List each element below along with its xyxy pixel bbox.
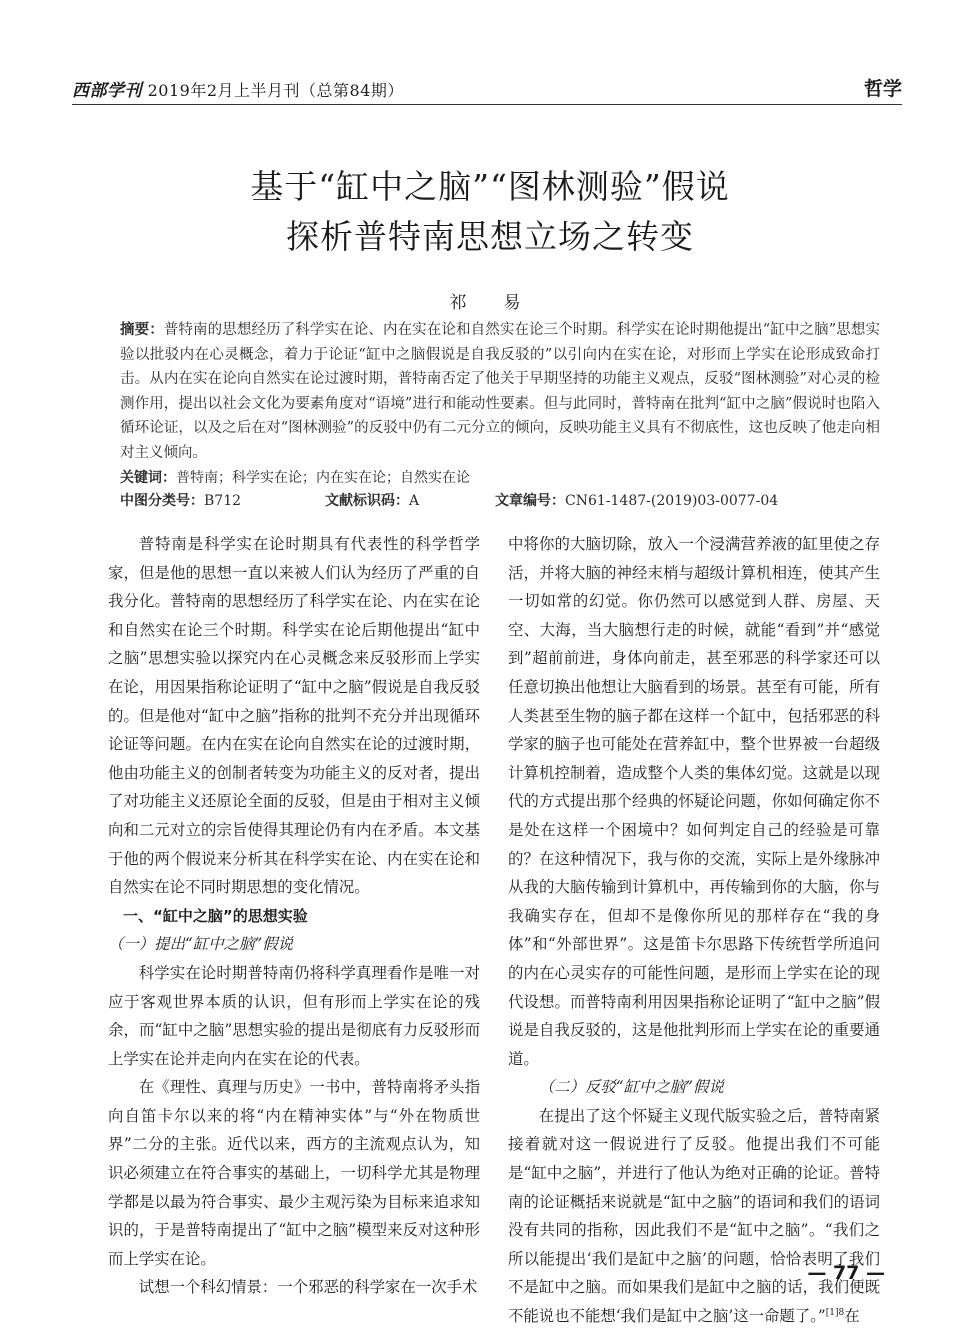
keywords-label: 关键词： bbox=[120, 470, 176, 486]
article-number-value: CN61-1487-(2019)03-0077-04 bbox=[565, 493, 779, 509]
paragraph: 普特南是科学实在论时期具有代表性的科学哲学家，但是他的思想一直以来被人们认为经历了严重的自我分化。普特南的思想经历了科学实在论、内在实在论和自然实在论三个时期。科学实在论后期他提出“缸中之脑”思想实验以探究内在心灵概念来反驳形而上学实在论，用因果指称论证明了“缸中之脑”假说是自我反驳的。但是他对“缸中之脑”指称的批判不充分并出现循环论证等问题。在内在实在论向自然实在论的过渡时期，他由功能主义的创制者转变为功能主义的反对者，提出了对功能主义还原论全面的反驳，但是由于相对主义倾向和二元对立的宗旨使得其理论仍有内在矛盾。本文基于他的两个假说来分析其在科学实在论、内在实在论和自然实在论不同时期思想的变化情况。 bbox=[108, 535, 480, 897]
abstract bbox=[120, 318, 880, 465]
paragraph: 在《理性、真理与历史》一书中，普特南将矛头指向自笛卡尔以来的将“内在精神实体”与“外在物质世界”二分的主张。近代以来，西方的主流观点认为，知识必须建立在符合事实的基础上，一切科学尤其是物理学都是以最为符合事实、最少主观污染为目标来追求知识的，于是普特南提出了“缸中之脑”模型来反对这种形而上学实在论。 bbox=[108, 1078, 480, 1268]
paragraph: 试想一个科幻情景：一个邪恶的科学家在一次手术 bbox=[138, 1278, 478, 1297]
citation: [1]8 bbox=[825, 1307, 845, 1318]
paragraph-text-end: 在 bbox=[844, 1307, 860, 1326]
page-number: — 77 — bbox=[807, 1262, 885, 1284]
keywords-text: 普特南；科学实在论；内在实在论；自然实在论 bbox=[176, 470, 470, 486]
author-name: 祁 易 bbox=[449, 293, 531, 313]
section-label: 哲学 bbox=[863, 78, 902, 100]
doc-code-label: 文献标识码： bbox=[325, 493, 409, 509]
article-title bbox=[60, 162, 920, 262]
paragraph-text: 在提出了这个怀疑主义现代版实验之后，普特南紧接着就对这一假说进行了反驳。他提出我们不可能是“缸中之脑”，并进行了他认为绝对正确的论证。普特南的论证概括来说就是“缸中之脑”的语词和我们的语词没有共同的指称，因此我们不是“缸中之脑”。“我们之所以能提出‘我们是缸中之脑’的问题，恰恰表明了我们不是缸中之脑。而如果我们是缸中之脑的话，我们便既不能说也不能想‘我们是缸中之脑’这一命题了。” bbox=[508, 1106, 880, 1326]
journal-name: 西部学刊 bbox=[72, 81, 142, 101]
class-number-value: B712 bbox=[204, 493, 242, 509]
classification-line bbox=[120, 490, 880, 512]
article-number-label: 文章编号： bbox=[495, 493, 565, 509]
header-divider bbox=[72, 104, 902, 105]
title-line-1: 基于“缸中之脑”“图林测验”假说 bbox=[250, 167, 730, 206]
body-right-column bbox=[508, 530, 880, 1331]
journal-header bbox=[72, 76, 404, 101]
doc-code bbox=[325, 490, 495, 512]
article-number bbox=[495, 490, 778, 512]
paragraph: 中将你的大脑切除，放入一个浸满营养液的缸里使之存活，并将大脑的神经末梢与超级计算机相连，使其产生一切如常的幻觉。你仍然可以感觉到人群、房屋、天空、大海，当大脑想行走的时候，就能“看到”并“感觉到”超前前进，身体向前走，甚至邪恶的科学家还可以任意切换出他想让大脑看到的场景。甚至有可能，所有人类甚至生物的脑子都在这样一个缸中，包括邪恶的科学家的脑子也可能处在营养缸中，整个世界被一台超级计算机控制着，造成整个人类的集体幻觉。这就是以现代的方式提出那个经典的怀疑论问题，你如何确定你不是处在这样一个困境中？如何判定自己的经验是可靠的？在这种情况下，我与你的交流，实际上是外缘脉冲从我的大脑传输到计算机中，再传输到你的大脑，你与我确实存在，但却不是像你所见的那样存在“我的身体”和“外部世界”。这是笛卡尔思路下传统哲学所追问的内在心灵实存的可能性问题，是形而上学实在论的现代设想。而普特南利用因果指称论证明了“缸中之脑”假说是自我反驳的，这是他批判形而上学实在论的重要通道。 bbox=[508, 535, 880, 1068]
abstract-label: 摘要： bbox=[120, 322, 164, 338]
paragraph bbox=[508, 1102, 880, 1331]
subsection-heading: （一）提出“缸中之脑”假说 bbox=[108, 935, 294, 954]
body-left-column bbox=[108, 530, 480, 1302]
paragraph: 科学实在论时期普特南仍将科学真理看作是唯一对应于客观世界本质的认识，但有形而上学实在论的残余，而“缸中之脑”思想实验的提出是彻底有力反驳形而上学实在论并走向内在实在论的代表。 bbox=[108, 963, 480, 1068]
title-line-2: 探析普特南思想立场之转变 bbox=[286, 217, 694, 256]
issue-info: 2019年2月上半月刊（总第84期） bbox=[147, 81, 404, 100]
section-heading: 一、“缸中之脑”的思想实验 bbox=[123, 906, 308, 925]
class-number-label: 中图分类号： bbox=[120, 493, 204, 509]
class-number bbox=[120, 490, 325, 512]
subsection-heading: （二）反驳“缸中之脑”假说 bbox=[538, 1078, 724, 1097]
abstract-text: 普特南的思想经历了科学实在论、内在实在论和自然实在论三个时期。科学实在论时期他提出“缸中之脑”思想实验以批驳内在心灵概念，着力于论证“缸中之脑假说是自我反驳的”以引向内在实在论，对形而上学实在论形成致命打击。从内在实在论向自然实在论过渡时期，普特南否定了他关于早期坚持的功能主义观点，反驳“图林测验”对心灵的检测作用，提出以社会文化为要素角度对“语境”进行和能动性要素。但与此同时，普特南在批判“缸中之脑”假说时也陷入循环论证，以及之后在对“图林测验”的反驳中仍有二元分立的倾向，反映功能主义具有不彻底性，这也反映了他走向相对主义倾向。 bbox=[120, 322, 880, 461]
keywords-line bbox=[120, 467, 880, 489]
doc-code-value: A bbox=[409, 493, 420, 509]
